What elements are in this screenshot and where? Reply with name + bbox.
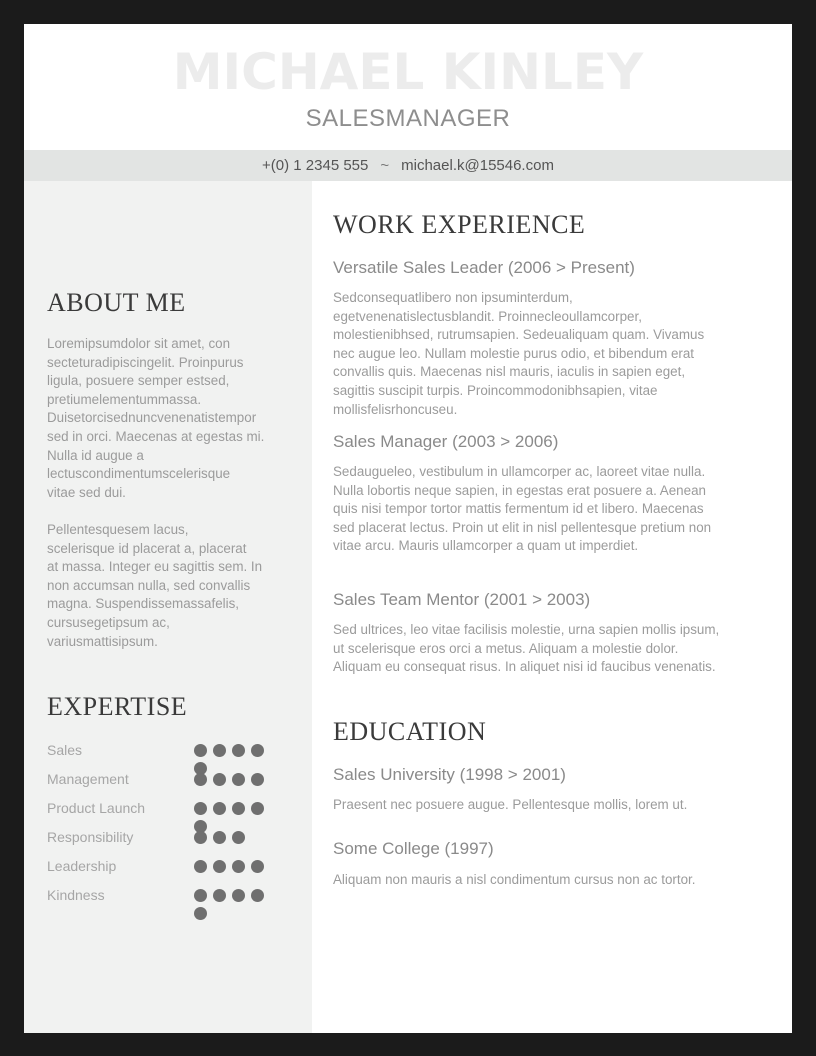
education-heading: EDUCATION: [333, 717, 487, 746]
skill-row: [47, 855, 287, 884]
job-title-1: Versatile Sales Leader (2006 > Present): [333, 258, 635, 277]
about-p1-line: Duisetorcisednuncvenenatistempor: [47, 410, 257, 426]
skill-level-dots: [194, 773, 270, 787]
skill-name: Management: [47, 771, 129, 787]
about-p2-line: at massa. Integer eu sagittis sem. In: [47, 559, 263, 575]
skill-level-dot-icon: [232, 860, 245, 873]
skill-level-dot-icon: [213, 860, 226, 873]
job-1-line: Sedconsequatlibero non ipsuminterdum,: [333, 290, 573, 305]
job-title-2: Sales Manager (2003 > 2006): [333, 432, 559, 451]
job-title: SALESMANAGER: [305, 105, 511, 132]
education-text-1: Praesent nec posuere augue. Pellentesque mollis, lorem ut.: [333, 797, 688, 812]
about-p2-line: non accumsan nulla, sed convallis: [47, 577, 251, 593]
skill-level-dot-icon: [232, 802, 245, 815]
skill-level-dots: [194, 831, 251, 845]
skill-level-dot-icon: [251, 773, 264, 786]
contact-separator: ~: [380, 157, 390, 174]
about-paragraph-1: [47, 335, 297, 502]
skill-level-dots: [194, 744, 287, 758]
about-paragraph-2: [47, 521, 297, 651]
about-p1-line: secteturadipiscingelit. Proinpurus: [47, 354, 244, 370]
education-title-1: Sales University (1998 > 2001): [333, 765, 566, 784]
job-description-2: [333, 463, 773, 556]
skill-level-dot-icon: [194, 907, 207, 920]
skill-level-dot-icon: [213, 802, 226, 815]
skill-level-dot-icon: [194, 744, 207, 757]
resume-page: [24, 24, 792, 1033]
skill-level-dot-icon: [213, 744, 226, 757]
about-p1-line: lectuscondimentumscelerisque: [47, 466, 231, 482]
job-1-line: egetvenenatislectusblandit. Proinnecleoullamcorper,: [333, 308, 642, 324]
job-3-line: ut scelerisque eros orci a metus. Aliquam a molestie dolor.: [333, 640, 679, 656]
job-2-line: quis nisi tempor tortor mattis fermentum id et libero. Maecenas: [333, 501, 704, 517]
about-p2-line: Pellentesquesem lacus,: [47, 522, 189, 537]
education-title-2: Some College (1997): [333, 839, 494, 858]
skill-level-dot-icon: [213, 773, 226, 786]
skill-level-dot-icon: [213, 831, 226, 844]
skill-level-dot-icon: [194, 802, 207, 815]
skill-level-dot-icon: [251, 860, 264, 873]
job-2-line: Sedaugueleo, vestibulum in ullamcorper ac, laoreet vitae nulla.: [333, 464, 706, 479]
about-p2-line: scelerisque id placerat a, placerat: [47, 540, 247, 556]
job-title-3: Sales Team Mentor (2001 > 2003): [333, 590, 591, 609]
skill-row: [47, 768, 287, 797]
skill-level-dot-icon: [213, 889, 226, 902]
job-1-line: mollisfelisrhoncuseu.: [333, 401, 458, 417]
skill-level-dot-icon: [251, 889, 264, 902]
about-p2-line: variusmattisipsum.: [47, 633, 158, 649]
skill-level-dot-icon: [251, 802, 264, 815]
skill-level-dot-icon: [194, 831, 207, 844]
skill-row: [47, 884, 287, 913]
about-p1-line: vitae sed dui.: [47, 484, 126, 500]
job-3-line: Aliquam eu consequat risus. In aliquet nisi id faucibus venenatis.: [333, 659, 716, 675]
job-3-line: Sed ultrices, leo vitae facilisis molestie, urna sapien mollis ipsum,: [333, 622, 720, 637]
skill-name: Kindness: [47, 887, 105, 903]
about-p1-line: ligula, posuere semper estsed,: [47, 373, 230, 389]
person-name: MICHAEL KINLEY: [172, 43, 644, 101]
skill-row: [47, 739, 287, 768]
education-text-2: Aliquam non mauris a nisl condimentum cursus non ac tortor.: [333, 872, 696, 887]
skill-level-dot-icon: [194, 860, 207, 873]
skill-level-dots: [194, 860, 270, 874]
email-address[interactable]: michael.k@15546.com: [401, 157, 554, 174]
skill-row: [47, 797, 287, 826]
about-p1-line: Nulla id augue a: [47, 447, 144, 463]
about-p2-line: magna. Suspendissemassafelis,: [47, 596, 240, 612]
about-heading: ABOUT ME: [47, 288, 186, 317]
skill-level-dot-icon: [232, 831, 245, 844]
skill-level-dots: [194, 802, 287, 816]
skill-level-dot-icon: [251, 744, 264, 757]
skill-name: Product Launch: [47, 800, 146, 816]
job-1-line: molestienibhsed, rutrumsapien. Sedeualiquam quam. Vivamus: [333, 327, 705, 343]
skill-level-dot-icon: [232, 744, 245, 757]
skill-row: [47, 826, 287, 855]
job-1-line: nec augue leo. Nullam molestie purus odio, et bibendum erat: [333, 345, 695, 361]
job-2-line: vitae arcu. Mauris ullamcorper a quam ut imperdiet.: [333, 538, 639, 554]
about-p2-line: cursusegetipsum ac,: [47, 614, 170, 630]
skill-level-dot-icon: [232, 889, 245, 902]
skill-name: Leadership: [47, 858, 117, 874]
skill-level-dot-icon: [232, 773, 245, 786]
skill-level-dot-icon: [194, 889, 207, 902]
phone-number: +(0) 1 2345 555: [262, 157, 369, 174]
skills-list: [47, 739, 287, 913]
skill-name: Sales: [47, 742, 83, 758]
job-description-3: [333, 621, 773, 677]
job-description-1: [333, 289, 773, 419]
about-p1-line: Loremipsumdolor sit amet, con: [47, 336, 231, 351]
skill-level-dots: [194, 889, 287, 903]
about-p1-line: pretiumelementummassa.: [47, 391, 202, 407]
skill-name: Responsibility: [47, 829, 134, 845]
about-p1-line: sed in orci. Maecenas at egestas mi.: [47, 428, 265, 444]
job-1-line: convallis quis. Maecenas nisl mauris, iaculis in sapien eget,: [333, 364, 686, 380]
contact-bar: [24, 150, 792, 181]
skill-level-dot-icon: [194, 773, 207, 786]
work-heading: WORK EXPERIENCE: [333, 210, 586, 239]
expertise-heading: EXPERTISE: [47, 692, 188, 721]
job-2-line: Nulla lobortis neque sapien, in egestas erat posuere a. Aenean: [333, 482, 706, 498]
job-2-line: sed placerat lectus. Proin ut elit in nisl pellentesque pretium non: [333, 519, 712, 535]
job-1-line: sagittis suscipit turpis. Proincommodonibhsapien, vitae: [333, 382, 658, 398]
